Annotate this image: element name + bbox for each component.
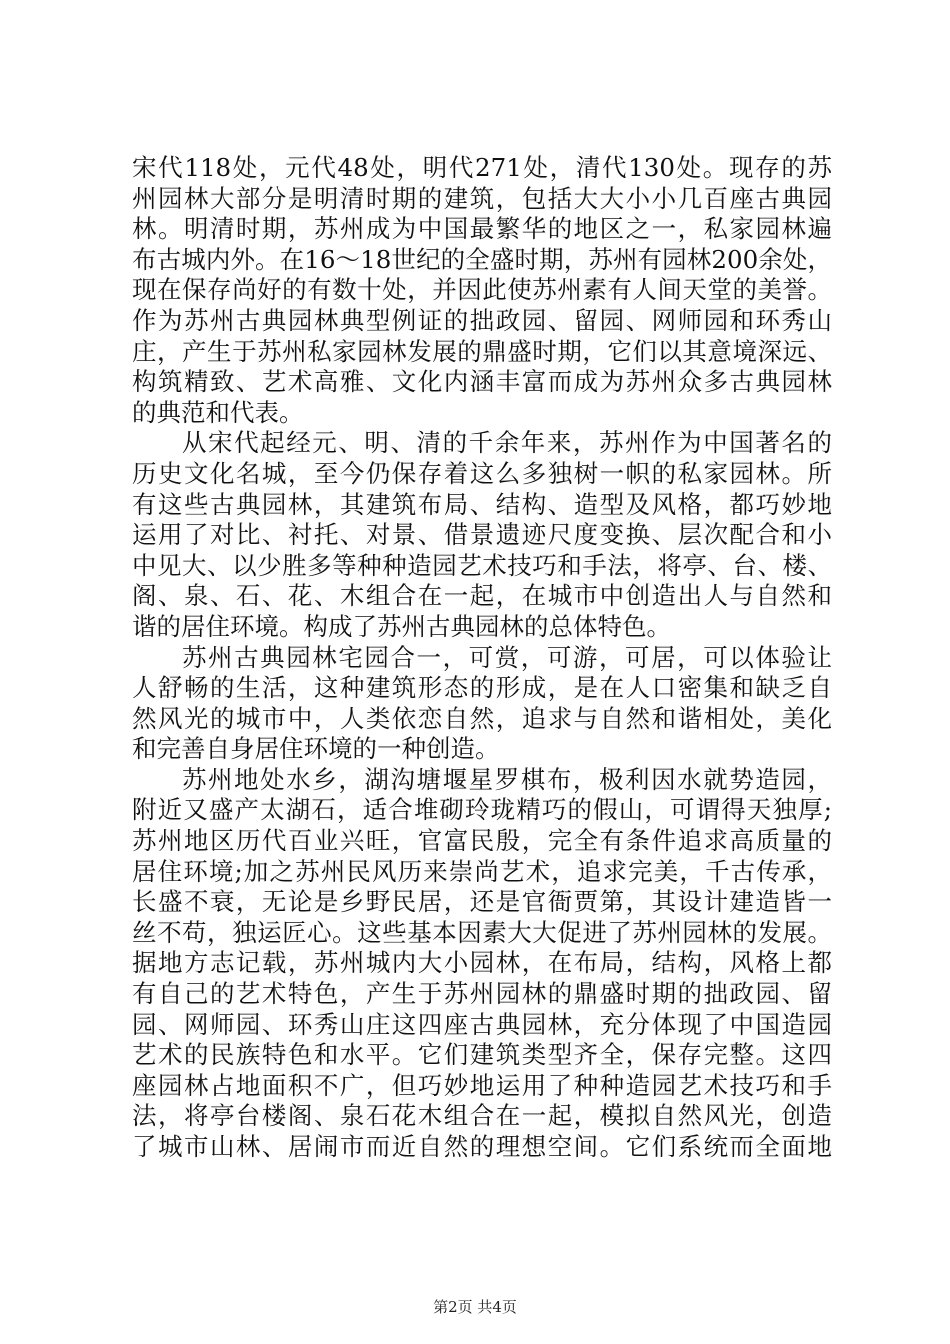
text-line: 长盛不衰，无论是乡野民居，还是官衙贾第，其设计建造皆一 xyxy=(132,887,832,917)
text-line: 有自己的艺术特色，产生于苏州园林的鼎盛时期的拙政园、留 xyxy=(132,979,832,1009)
text-line: 谐的居住环境。构成了苏州古典园林的总体特色。 xyxy=(132,611,671,641)
text-line: 中见大、以少胜多等种种造园艺术技巧和手法，将亭、台、楼、 xyxy=(132,550,832,580)
text-line: 和完善自身居住环境的一种创造。 xyxy=(132,734,500,764)
text-line: 运用了对比、衬托、对景、借景遗迹尺度变换、层次配合和小 xyxy=(132,520,832,550)
text-line: 从宋代起经元、明、清的千余年来，苏州作为中国著名的 xyxy=(182,428,832,458)
text-line: 作为苏州古典园林典型例证的拙政园、留园、网师园和环秀山 xyxy=(132,305,832,335)
text-line: 园、网师园、环秀山庄这四座古典园林，充分体现了中国造园 xyxy=(132,1009,832,1039)
text-line: 丝不苟，独运匠心。这些基本因素大大促进了苏州园林的发展。 xyxy=(132,917,832,947)
text-line: 的典范和代表。 xyxy=(132,397,304,427)
text-line: 庄，产生于苏州私家园林发展的鼎盛时期，它们以其意境深远、 xyxy=(132,336,832,366)
text-line: 有这些古典园林，其建筑布局、结构、造型及风格，都巧妙地 xyxy=(132,489,832,519)
text-line: 布古城内外。在16～18世纪的全盛时期，苏州有园林200余处， xyxy=(132,244,832,274)
text-line: 艺术的民族特色和水平。它们建筑类型齐全，保存完整。这四 xyxy=(132,1040,832,1070)
text-line: 构筑精致、艺术高雅、文化内涵丰富而成为苏州众多古典园林 xyxy=(132,367,832,397)
body-text xyxy=(132,153,832,1163)
page-footer: 第2页 共4页 xyxy=(433,1298,517,1316)
text-line: 阁、泉、石、花、木组合在一起，在城市中创造出人与自然和 xyxy=(132,581,832,611)
text-line: 法，将亭台楼阁、泉石花木组合在一起，模拟自然风光，创造 xyxy=(132,1101,832,1131)
text-line: 林。明清时期，苏州成为中国最繁华的地区之一，私家园林遍 xyxy=(132,214,832,244)
text-line: 座园林占地面积不广，但巧妙地运用了种种造园艺术技巧和手 xyxy=(132,1070,832,1100)
text-line: 居住环境;加之苏州民风历来崇尚艺术，追求完美，千古传承， xyxy=(132,856,832,886)
text-line: 历史文化名城，至今仍保存着这么多独树一帜的私家园林。所 xyxy=(132,458,832,488)
text-line: 宋代118处，元代48处，明代271处，清代130处。现存的苏 xyxy=(132,153,832,182)
text-line: 州园林大部分是明清时期的建筑，包括大大小小几百座古典园 xyxy=(132,183,832,213)
text-line: 苏州地区历代百业兴旺，官富民殷，完全有条件追求高质量的 xyxy=(132,826,832,856)
text-line: 现在保存尚好的有数十处，并因此使苏州素有人间天堂的美誉。 xyxy=(132,275,832,305)
text-line: 然风光的城市中，人类依恋自然，追求与自然和谐相处，美化 xyxy=(132,703,832,733)
text-line: 人舒畅的生活，这种建筑形态的形成，是在人口密集和缺乏自 xyxy=(132,673,832,703)
text-line: 附近又盛产太湖石，适合堆砌玲珑精巧的假山，可谓得天独厚; xyxy=(132,795,832,825)
text-line: 苏州古典园林宅园合一，可赏，可游，可居，可以体验让 xyxy=(182,642,832,672)
text-line: 苏州地处水乡，湖沟塘堰星罗棋布，极利因水就势造园， xyxy=(182,764,832,794)
text-line: 了城市山林、居闹市而近自然的理想空间。它们系统而全面地 xyxy=(132,1132,832,1161)
text-line: 据地方志记载，苏州城内大小园林，在布局，结构，风格上都 xyxy=(132,948,832,978)
